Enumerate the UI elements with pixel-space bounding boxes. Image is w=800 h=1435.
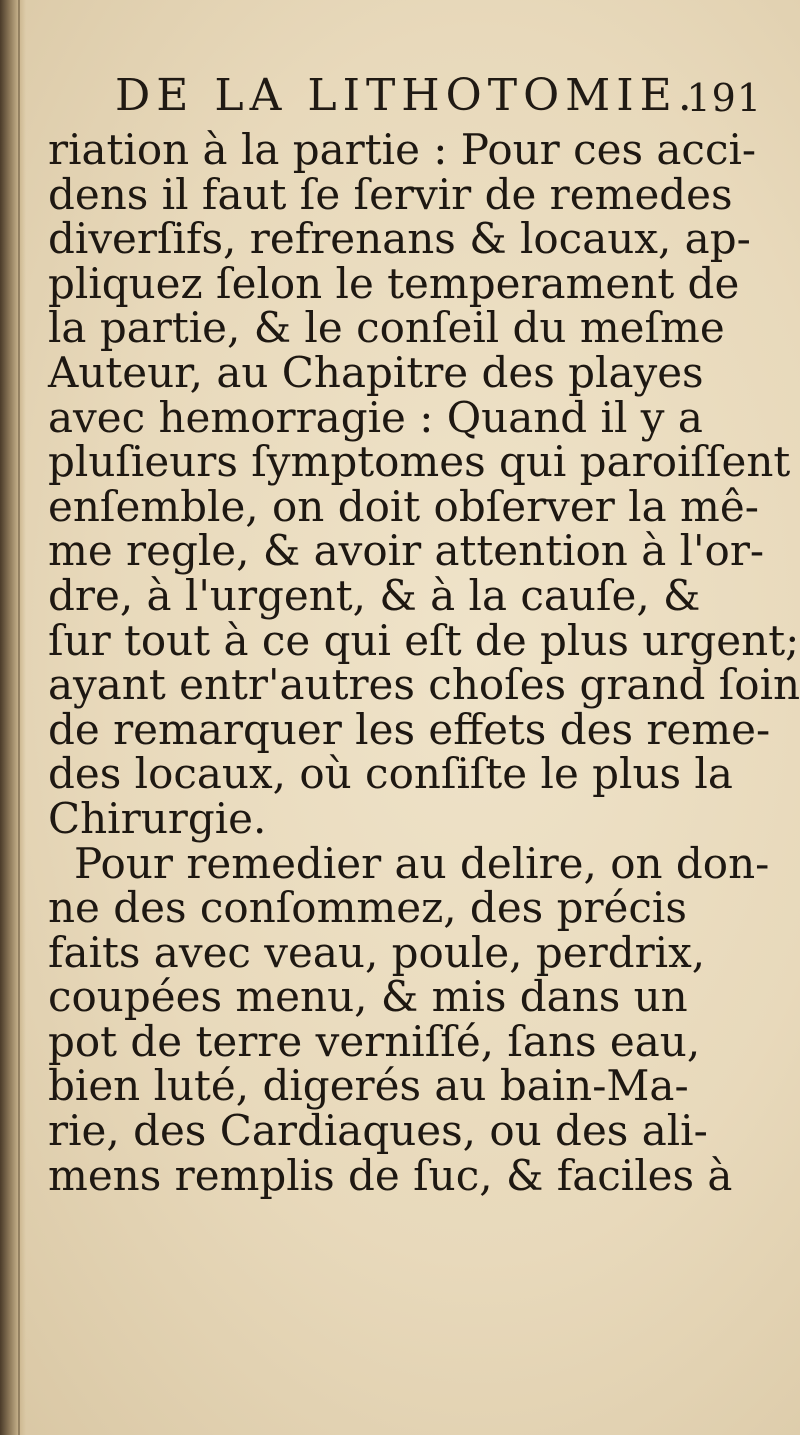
body-text [48,125,800,1200]
paragraph-start-line: Pour remedier au delire, on don- [74,838,770,888]
text-line: mens remplis de ſuc, & faciles à [48,1150,733,1200]
text-line: dens il faut ſe ſervir de remedes [48,169,733,219]
text-line: bien luté, digerés au bain-Ma- [48,1061,689,1111]
text-line: dre, à l'urgent, & à la cauſe, & [48,570,701,620]
text-line: rie, des Cardiaques, ou des ali- [48,1106,708,1156]
text-line: faits avec veau, poule, perdrix, [48,927,706,977]
text-line: Chirurgie. [48,793,267,843]
text-line: pot de terre verniſſé, ſans eau, [48,1016,701,1066]
running-head [40,70,770,126]
text-line: ne des conſommez, des précis [48,883,687,933]
text-line: ſur tout à ce qui eſt de plus urgent; [48,615,800,665]
text-line: diverſifs, refrenans & locaux, ap- [48,214,751,264]
text-line: ayant entr'autres choſes grand ſoin [48,660,800,710]
page-edge [18,0,20,1435]
text-line: pliquez ſelon le temperament de [48,258,740,308]
text-line: des locaux, où conſiſte le plus la [48,749,733,799]
gutter-shadow [0,0,26,1435]
text-line: riation à la partie : Pour ces acci- [48,125,757,174]
text-line: de remarquer les effets des reme- [48,704,771,754]
text-line: la partie, & le conſeil du meſme [48,303,725,353]
text-line: avec hemorragie : Quand il y a [48,392,703,442]
text-line: Auteur, au Chapitre des playes [48,347,704,397]
page-number: 191 [686,76,762,120]
running-head-title: DE LA LITHOTOMIE. [115,70,698,121]
text-line: me regle, & avoir attention à l'or- [48,526,765,576]
text-line: pluſieurs ſymptomes qui paroiſſent [48,437,791,487]
text-line: coupées menu, & mis dans un [48,972,688,1022]
text-line: enſemble, on doit obſerver la mê- [48,481,759,531]
